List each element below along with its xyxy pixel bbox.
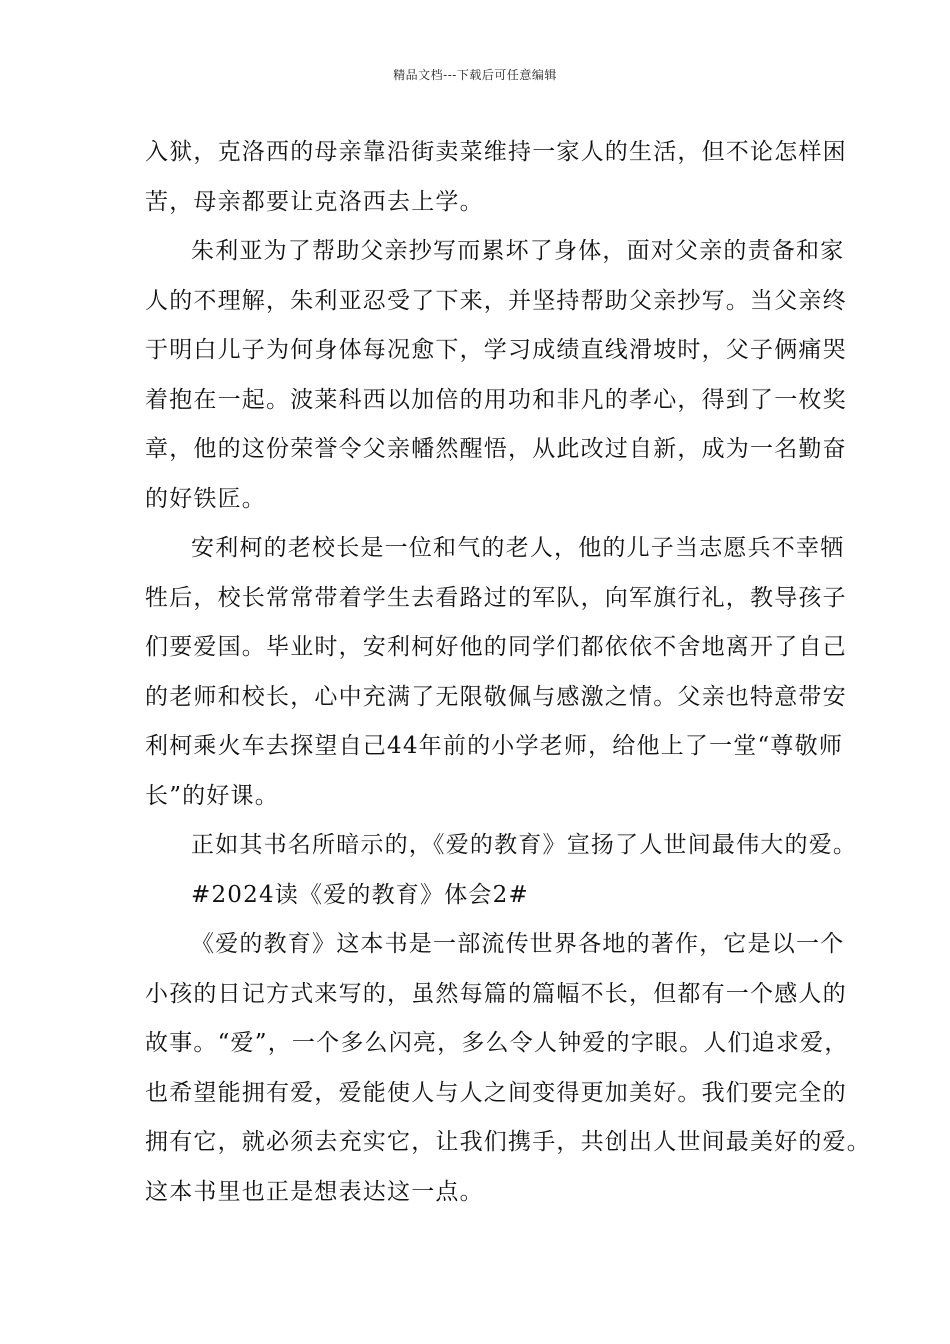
page-header: 精品文档---下载后可任意编辑: [393, 68, 557, 82]
text-line: 入狱，克洛西的母亲靠沿街卖菜维持一家人的生活，但不论怎样困: [145, 139, 847, 165]
text-line: 这本书里也正是想表达这一点。: [145, 1178, 484, 1205]
paragraph-start-line: 正如其书名所暗示的，《爱的教育》宣扬了人世间最伟大的爱。: [191, 832, 858, 858]
text-line: 苦，母亲都要让克洛西去上学。: [145, 188, 484, 215]
paragraph-start-line: 朱利亚为了帮助父亲抄写而累坏了身体，面对父亲的责备和家: [191, 238, 845, 264]
text-line: 利柯乘火车去探望自己44年前的小学老师，给他上了一堂“尊敬师: [145, 733, 844, 759]
text-line: 牲后，校长常常带着学生去看路过的军队，向军旗行礼，教导孩子: [145, 584, 847, 611]
text-line: 的老师和校长，心中充满了无限敬佩与感激之情。父亲也特意带安: [145, 683, 847, 710]
text-line: 人的不理解，朱利亚忍受了下来，并坚持帮助父亲抄写。当父亲终: [145, 287, 847, 314]
text-line: 小孩的日记方式来写的，虽然每篇的篇幅不长，但都有一个感人的: [145, 980, 847, 1007]
text-line: 故事。“爱”，一个多么闪亮，多么令人钟爱的字眼。人们追求爱，: [145, 1030, 849, 1056]
text-line: 拥有它，就必须去充实它，让我们携手，共创出人世间最美好的爱。: [145, 1129, 871, 1155]
text-line: 的好铁匠。: [145, 485, 266, 512]
text-line: 也希望能拥有爱，爱能使人与人之间变得更加美好。我们要完全的: [145, 1079, 847, 1106]
section-heading: #2024读《爱的教育》体会2#: [191, 881, 529, 908]
text-line: 于明白儿子为何身体每况愈下，学习成绩直线滑坡时，父子俩痛哭: [145, 337, 847, 363]
paragraph-start-line: 《爱的教育》这本书是一部流传世界各地的著作，它是以一个: [191, 931, 845, 957]
text-line: 着抱在一起。波莱科西以加倍的用功和非凡的孝心，得到了一枚奖: [145, 386, 847, 413]
text-line: 们要爱国。毕业时，安利柯好他的同学们都依依不舍地离开了自己: [145, 634, 847, 660]
paragraph-start-line: 安利柯的老校长是一位和气的老人，他的儿子当志愿兵不幸牺: [191, 535, 845, 561]
text-line: 长”的好课。: [145, 782, 279, 809]
text-line: 章，他的这份荣誉令父亲幡然醒悟，从此改过自新，成为一名勤奋: [145, 436, 847, 462]
document-body: [145, 128, 871, 1217]
